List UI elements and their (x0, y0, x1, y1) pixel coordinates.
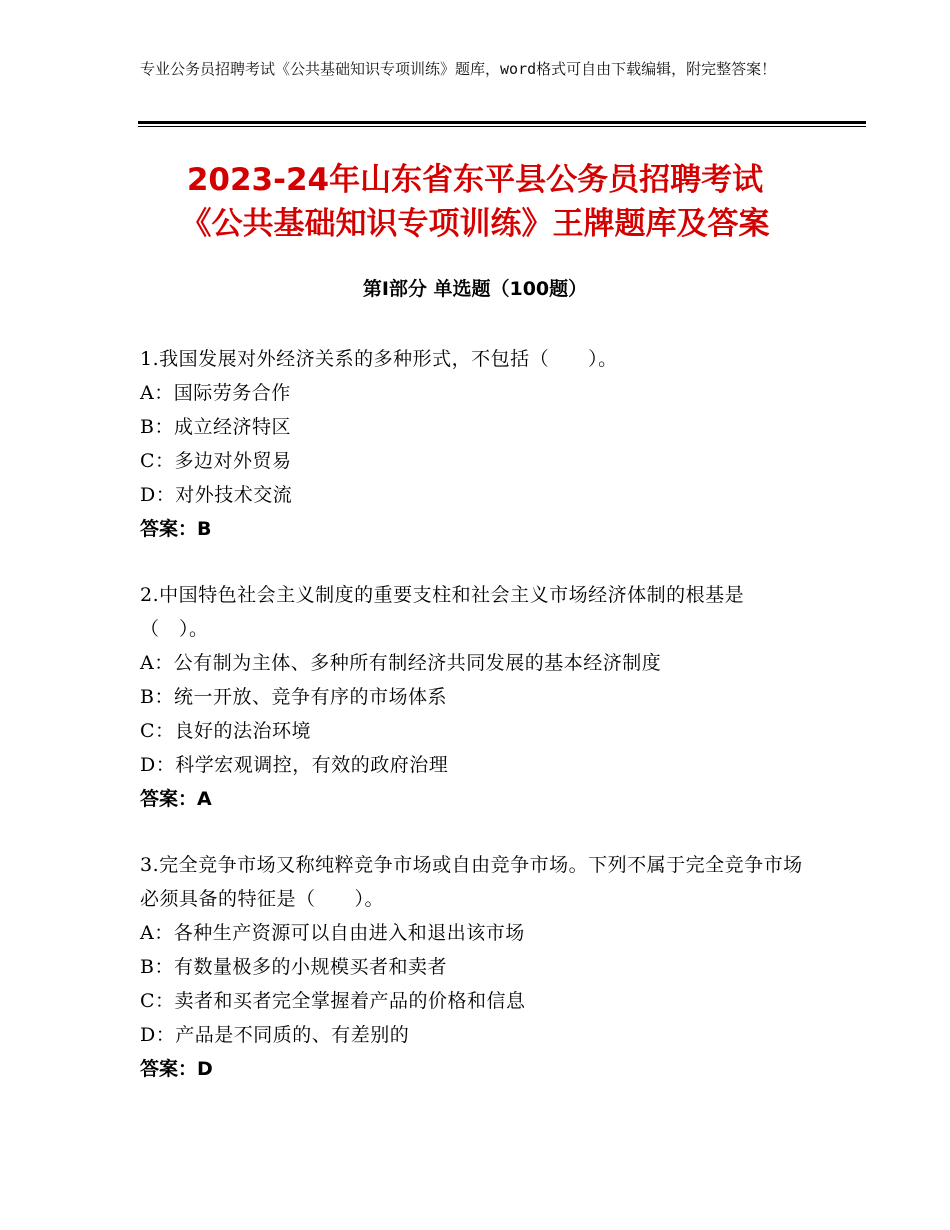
option-c: C：卖者和买者完全掌握着产品的价格和信息 (140, 990, 526, 1012)
document-title-line-1: 2023-24年山东省东平县公务员招聘考试 (186, 162, 764, 198)
option-d: D：对外技术交流 (140, 484, 293, 506)
header-note: 专业公务员招聘考试《公共基础知识专项训练》题库，word格式可自由下载编辑，附完整答案！ (140, 60, 777, 78)
section-heading: 第Ⅰ部分 单选题（100题） (362, 278, 588, 300)
option-b: B：有数量极多的小规模买者和卖者 (140, 956, 447, 978)
question-stem: 3.完全竞争市场又称纯粹竞争市场或自由竞争市场。下列不属于完全竞争市场必须具备的特征是（ ）。 (140, 854, 803, 910)
option-a: A：公有制为主体、多种所有制经济共同发展的基本经济制度 (140, 652, 662, 674)
question-stem: 1.我国发展对外经济关系的多种形式，不包括（ ）。 (140, 348, 618, 370)
option-c: C：良好的法治环境 (140, 720, 312, 742)
question-1 (140, 342, 810, 546)
answer: 答案：A (140, 788, 212, 810)
option-d: D：产品是不同质的、有差别的 (140, 1024, 410, 1046)
option-b: B：统一开放、竞争有序的市场体系 (140, 686, 447, 708)
option-b: B：成立经济特区 (140, 416, 291, 438)
answer: 答案：D (140, 1058, 213, 1080)
header-rule-thin (138, 126, 866, 127)
option-c: C：多边对外贸易 (140, 450, 292, 472)
header-rule-thick (138, 121, 866, 124)
document-title (100, 158, 850, 246)
document-title-line-2: 《公共基础知识专项训练》王牌题库及答案 (180, 206, 770, 242)
answer: 答案：B (140, 518, 212, 540)
question-list (140, 342, 810, 1118)
option-a: A：国际劳务合作 (140, 382, 291, 404)
question-3 (140, 848, 810, 1086)
question-2 (140, 578, 810, 816)
question-stem: 2.中国特色社会主义制度的重要支柱和社会主义市场经济体制的根基是（ ）。 (140, 584, 745, 640)
option-a: A：各种生产资源可以自由进入和退出该市场 (140, 922, 525, 944)
option-d: D：科学宏观调控，有效的政府治理 (140, 754, 449, 776)
